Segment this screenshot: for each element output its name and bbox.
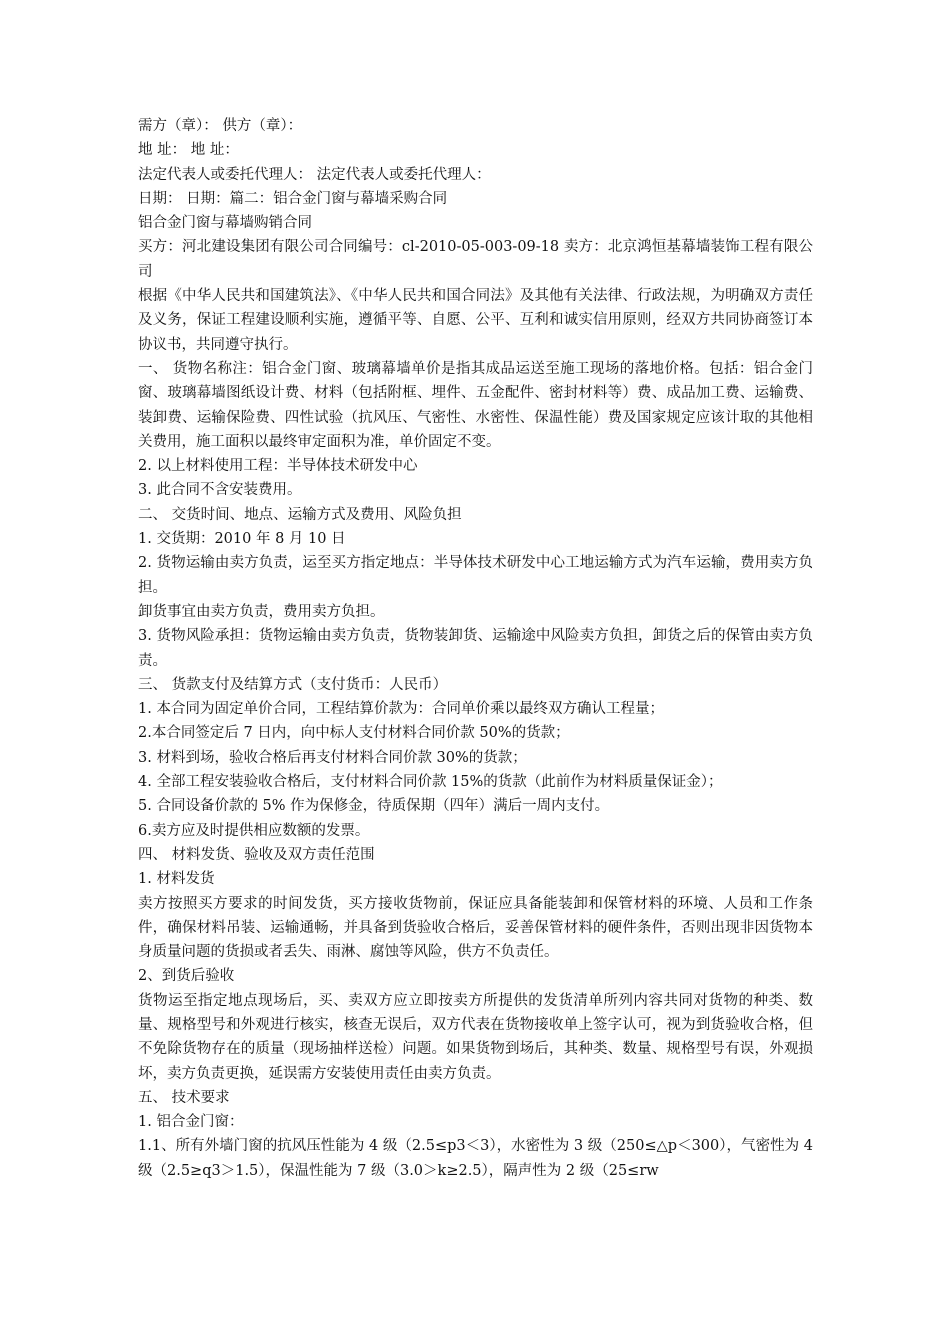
section-2-item-2: 2. 货物运输由卖方负责，运至买方指定地点：半导体技术研发中心工地运输方式为汽车运输，费用卖方负担。 — [138, 555, 813, 596]
section-3-item-5: 5. 合同设备价款的 5% 作为保修金，待质保期（四年）满后一周内支付。 — [138, 798, 610, 815]
section-2-heading: 二、 交货时间、地点、运输方式及费用、风险负担 — [138, 506, 462, 523]
signature-line-representative: 法定代表人或委托代理人： 法定代表人或委托代理人： — [138, 166, 491, 183]
section-1-item-2: 2. 以上材料使用工程：半导体技术研发中心 — [138, 458, 418, 475]
contract-parties: 买方：河北建设集团有限公司合同编号：cl-2010-05-003-09-18 卖方：北京鸿恒基幕墙装饰工程有限公司 — [138, 239, 813, 280]
preamble-paragraph: 根据《中华人民共和国建筑法》、《中华人民共和国合同法》及其他有关法律、行政法规，为明确双方责任及义务，保证工程建设顺利实施，遵循平等、自愿、公平、互利和诚实信用原则，经双方共同协商签订本协议书，共同遵守执行。 — [138, 288, 813, 353]
section-4-paragraph-2: 货物运至指定地点现场后，买、卖双方应立即按卖方所提供的发货清单所列内容共同对货物的种类、数量、规格型号和外观进行核实，核查无误后，双方代表在货物接收单上签字认可，视为到货验收合格，但不免除货物存在的质量（现场抽样送检）问题。如果货物到场后，其种类、数量、规格型号有误，外观损坏，卖方负责更换，延误需方安装使用责任由卖方负责。 — [138, 992, 813, 1082]
contract-title: 铝合金门窗与幕墙购销合同 — [138, 215, 312, 232]
section-4-heading: 四、 材料发货、验收及双方责任范围 — [138, 846, 375, 863]
section-3-item-1: 1. 本合同为固定单价合同，工程结算价款为：合同单价乘以最终双方确认工程量； — [138, 701, 664, 718]
section-1-goods: 一、 货物名称注：铝合金门窗、玻璃幕墙单价是指其成品运送至施工现场的落地价格。包括：铝合金门窗、玻璃幕墙图纸设计费、材料（包括附框、埋件、五金配件、密封材料等）费、成品加工费、运输费、装卸费、运输保险费、四性试验（抗风压、气密性、水密性、保温性能）费及国家规定应该计取的其他相关费用，施工面积以最终审定面积为准，单价固定不变。 — [138, 360, 813, 450]
section-5-heading: 五、 技术要求 — [138, 1089, 230, 1106]
section-3-item-3: 3. 材料到场，验收合格后再支付材料合同价款 30%的货款； — [138, 749, 527, 766]
section-3-heading: 三、 货款支付及结算方式（支付货币：人民币） — [138, 676, 448, 693]
section-2-item-1: 1. 交货期：2010 年 8 月 10 日 — [138, 531, 346, 548]
document-body — [138, 114, 813, 1183]
signature-line-address: 地 址： 地 址： — [138, 142, 239, 159]
signature-line-parties: 需方（章）： 供方（章）： — [138, 118, 303, 134]
section-3-item-6: 6.卖方应及时提供相应数额的发票。 — [138, 822, 370, 839]
section-2-unloading: 卸货事宜由卖方负责，费用卖方负担。 — [138, 603, 385, 620]
section-5-item-1-1: 1.1、所有外墙门窗的抗风压性能为 4 级（2.5≤p3＜3），水密性为 3 级（250≤△p＜300），气密性为 4 级（2.5≥q3＞1.5），保温性能为 7 级（3.0＞k≥2.5），隔声性为 2 级（25≤rw — [138, 1138, 813, 1179]
section-1-item-3: 3. 此合同不含安装费用。 — [138, 482, 302, 499]
section-4-paragraph-1: 卖方按照买方要求的时间发货，买方接收货物前，保证应具备能装卸和保管材料的环境、人员和工作条件，确保材料吊装、运输通畅，并具备到货验收合格后，妥善保管材料的硬件条件，否则出现非因货物本身质量问题的货损或者丢失、雨淋、腐蚀等风险，供方不负责任。 — [138, 895, 813, 961]
section-3-item-4: 4. 全部工程安装验收合格后，支付材料合同价款 15%的货款（此前作为材料质量保证金）； — [138, 774, 723, 791]
signature-line-date: 日期： 日期：篇二：铝合金门窗与幕墙采购合同 — [138, 190, 448, 207]
section-2-item-3: 3. 货物风险承担：货物运输由卖方负责，货物装卸货、运输途中风险卖方负担，卸货之后的保管由卖方负责。 — [138, 628, 813, 669]
section-4-subheading-2: 2、到货后验收 — [138, 968, 235, 985]
section-3-item-2: 2.本合同签定后 7 日内，向中标人支付材料合同价款 50%的货款； — [138, 725, 570, 742]
section-4-subheading-1: 1. 材料发货 — [138, 871, 215, 888]
section-5-subheading-1: 1. 铝合金门窗： — [138, 1114, 244, 1131]
